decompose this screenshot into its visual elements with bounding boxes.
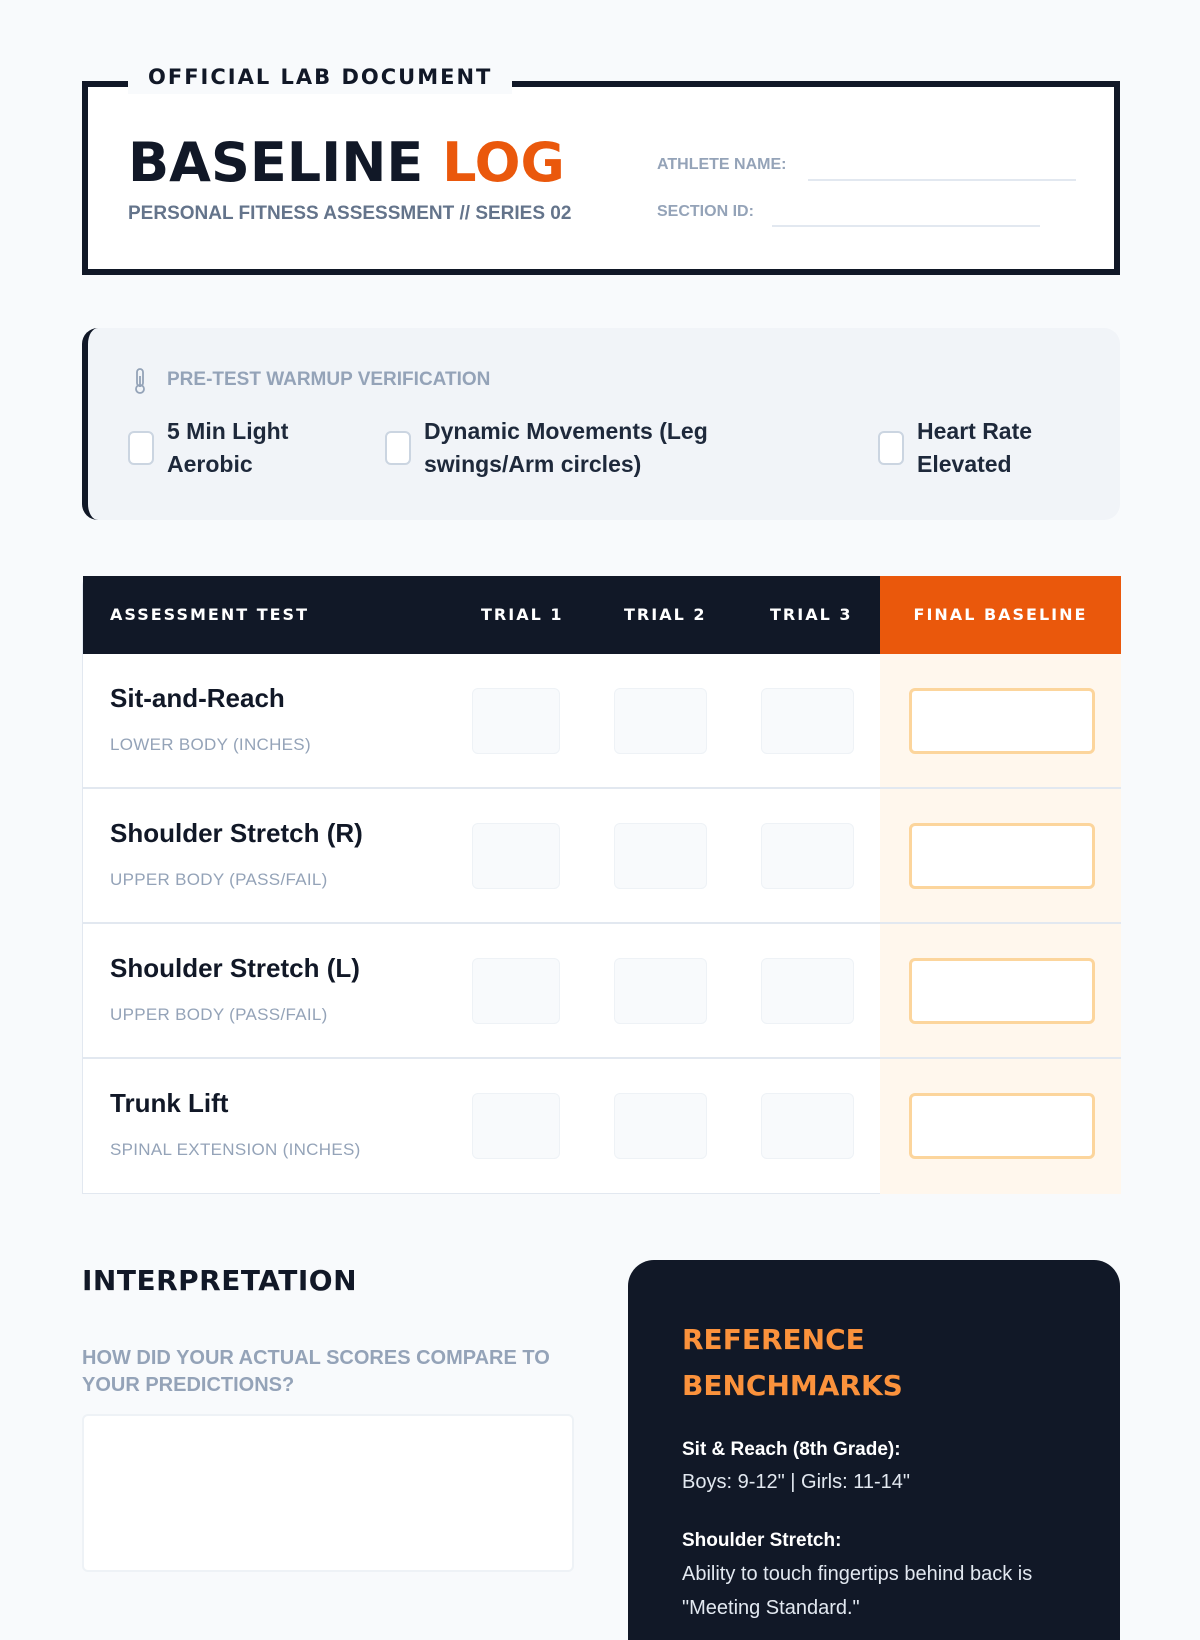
- test-name: Shoulder Stretch (L): [110, 953, 360, 983]
- test-unit: SPINAL EXTENSION (INCHES): [110, 1140, 361, 1159]
- table-row: [83, 1059, 1121, 1194]
- label-line: Aerobic: [167, 451, 253, 477]
- document-tag: OFFICIAL LAB DOCUMENT: [128, 60, 512, 94]
- reference-title-line: BENCHMARKS: [682, 1369, 903, 1402]
- reference-title: [682, 1317, 982, 1409]
- test-unit: UPPER BODY (PASS/FAIL): [110, 1005, 328, 1024]
- trial-3-input[interactable]: [761, 823, 854, 889]
- header-trial-2: TRIAL 2: [624, 605, 707, 624]
- thermometer-icon: [131, 367, 149, 395]
- checkbox-dynamic-movements[interactable]: [385, 431, 411, 465]
- trial-2-input[interactable]: [614, 958, 707, 1024]
- checkbox-light-aerobic[interactable]: [128, 431, 154, 465]
- label-line: swings/Arm circles): [424, 451, 642, 477]
- section-id-field[interactable]: [772, 225, 1040, 227]
- label-line: Dynamic Movements (Leg: [424, 418, 708, 444]
- trial-1-input[interactable]: [472, 823, 560, 889]
- shoulder-benchmark-heading: Shoulder Stretch:: [682, 1530, 842, 1551]
- interpretation-textarea[interactable]: [82, 1414, 574, 1572]
- warmup-title: PRE-TEST WARMUP VERIFICATION: [167, 369, 491, 390]
- title-accent: LOG: [442, 131, 565, 194]
- checkbox-heart-rate[interactable]: [878, 431, 904, 465]
- header-final-baseline: FINAL BASELINE: [880, 576, 1121, 654]
- trial-3-input[interactable]: [761, 958, 854, 1024]
- table-header: [83, 576, 1121, 654]
- table-row: [83, 654, 1121, 789]
- trial-1-input[interactable]: [472, 958, 560, 1024]
- title-main: BASELINE: [128, 131, 424, 194]
- athlete-name-field[interactable]: [808, 179, 1076, 181]
- trial-3-input[interactable]: [761, 688, 854, 754]
- test-name: Trunk Lift: [110, 1088, 229, 1118]
- test-name: Shoulder Stretch (R): [110, 818, 363, 848]
- trial-1-input[interactable]: [472, 688, 560, 754]
- table-row: [83, 924, 1121, 1059]
- label-line: Heart Rate: [917, 418, 1033, 444]
- table-row: [83, 789, 1121, 924]
- athlete-name-label: ATHLETE NAME:: [657, 156, 787, 173]
- trial-2-input[interactable]: [614, 688, 707, 754]
- label-line: 5 Min Light: [167, 418, 289, 444]
- trial-2-input[interactable]: [614, 823, 707, 889]
- checkbox-label-light-aerobic: [167, 415, 288, 481]
- header-trial-3: TRIAL 3: [770, 605, 853, 624]
- final-baseline-input[interactable]: [909, 688, 1095, 754]
- trial-2-input[interactable]: [614, 1093, 707, 1159]
- trial-1-input[interactable]: [472, 1093, 560, 1159]
- page-title: [128, 128, 565, 198]
- shoulder-benchmark-text-2: "Meeting Standard.": [682, 1597, 860, 1619]
- interpretation-title: INTERPRETATION: [82, 1264, 358, 1297]
- assessment-table: [82, 576, 1120, 1194]
- interpretation-question: HOW DID YOUR ACTUAL SCORES COMPARE TO YOUR PREDICTIONS?: [82, 1347, 550, 1396]
- trial-3-input[interactable]: [761, 1093, 854, 1159]
- label-line: Elevated: [917, 451, 1012, 477]
- page-subtitle: PERSONAL FITNESS ASSESSMENT // SERIES 02: [128, 203, 572, 224]
- checkbox-label-dynamic-movements: [424, 415, 708, 481]
- section-id-label: SECTION ID:: [657, 203, 754, 220]
- header-trial-1: TRIAL 1: [481, 605, 564, 624]
- final-baseline-input[interactable]: [909, 958, 1095, 1024]
- final-baseline-input[interactable]: [909, 1093, 1095, 1159]
- final-baseline-input[interactable]: [909, 823, 1095, 889]
- header-assessment-test: ASSESSMENT TEST: [110, 605, 309, 624]
- test-unit: LOWER BODY (INCHES): [110, 735, 311, 754]
- reference-title-line: REFERENCE: [682, 1323, 865, 1356]
- sit-reach-benchmark-heading: Sit & Reach (8th Grade):: [682, 1439, 901, 1460]
- checkbox-label-heart-rate: [917, 415, 1032, 481]
- shoulder-benchmark-text: Ability to touch fingertips behind back is: [682, 1563, 1033, 1585]
- test-unit: UPPER BODY (PASS/FAIL): [110, 870, 328, 889]
- test-name: Sit-and-Reach: [110, 683, 285, 713]
- sit-reach-benchmark-text: Boys: 9-12" | Girls: 11-14": [682, 1471, 910, 1493]
